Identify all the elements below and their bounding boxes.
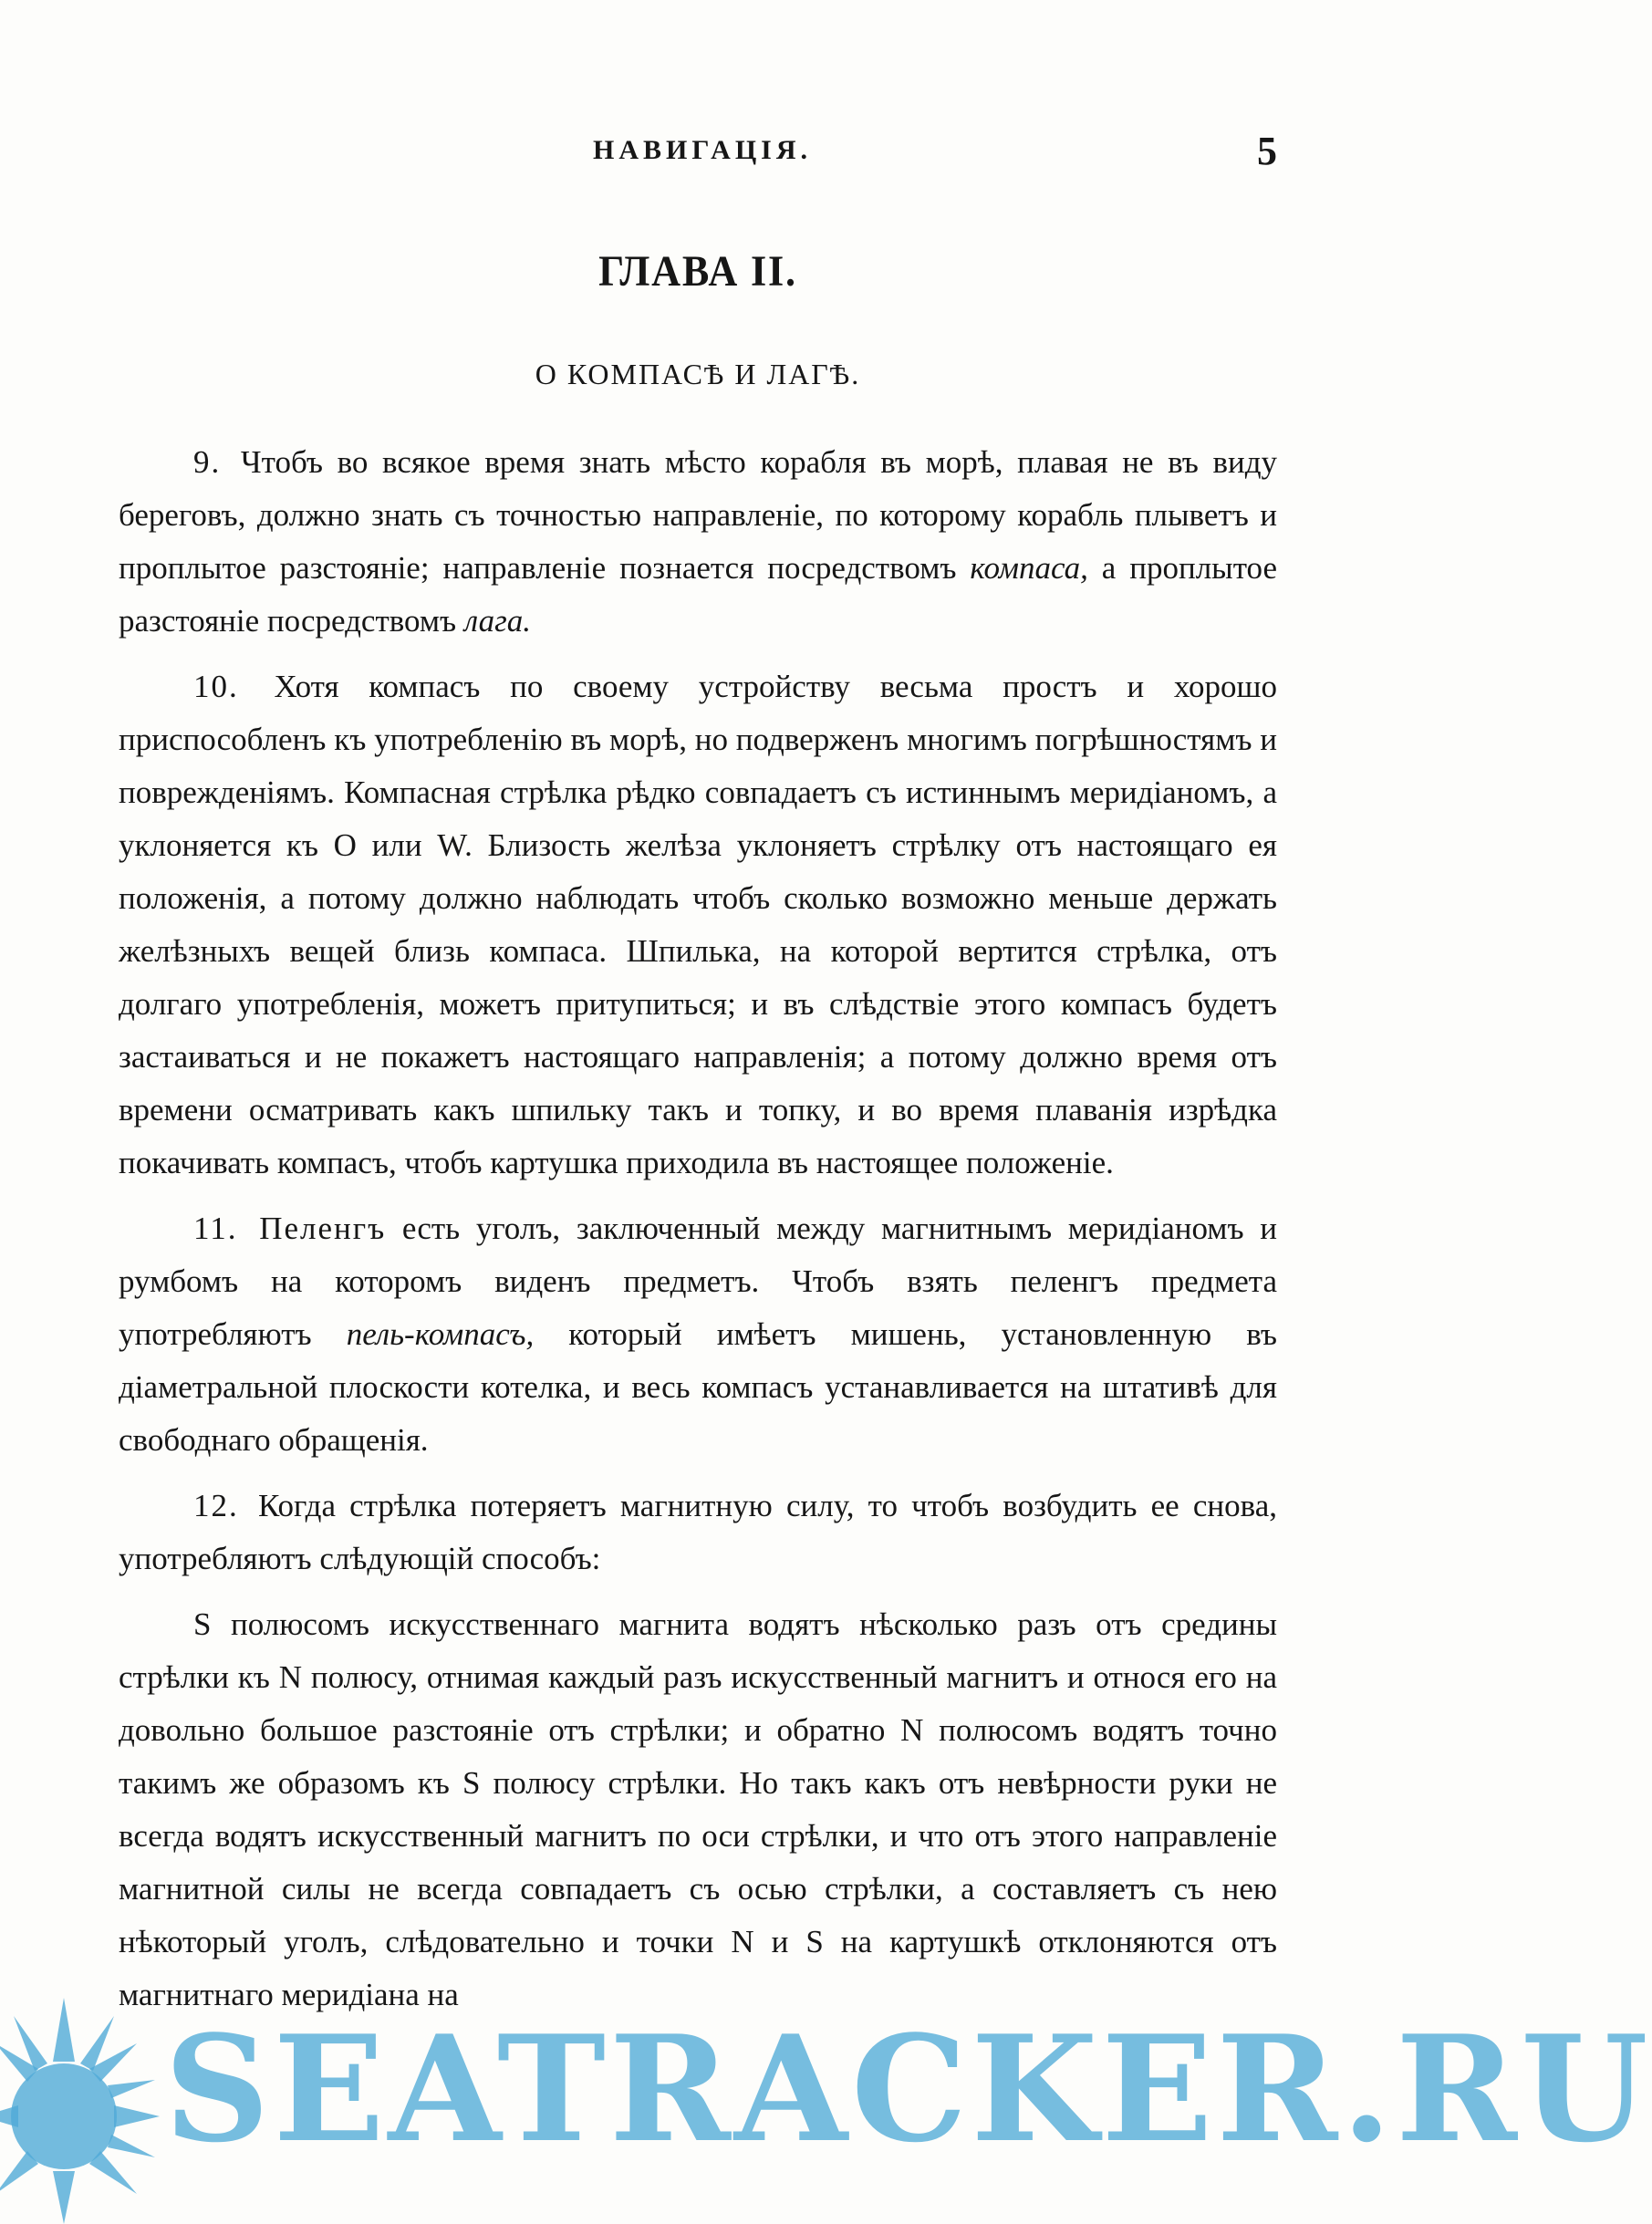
paragraph-number: 10. <box>193 669 239 704</box>
body-text <box>119 436 1277 2034</box>
paragraph-number: 11. <box>193 1211 238 1246</box>
spaced-term: Пеленгъ <box>259 1211 387 1246</box>
paragraph-text: Чтобъ во всякое время знать мѣсто корабля въ морѣ, плавая не въ виду береговъ, должно знать съ точностью направленіе, по которому корабль плыветъ и проплытое разстояніе; направленіе познается посредствомъ <box>119 444 1278 586</box>
paragraph-text: Хотя компасъ по своему устройству весьма простъ и хорошо приспособленъ къ употребленію въ морѣ, но подверженъ многимъ погрѣшностямъ и поврежденіямъ. Компасная стрѣлка рѣдко совпадаетъ съ истиннымъ меридіаномъ, а уклоняется къ O или W. Близость желѣза уклоняетъ стрѣлку отъ настоящаго ея положенія, а потому должно наблюдать чтобъ сколько возможно меньше держать желѣзныхъ вещей близь компаса. Шпилька, на которой вертится стрѣлка, отъ долгаго употребленія, можетъ притупиться; и въ слѣдствіе этого компасъ будетъ застаиваться и не покажетъ настоящаго направленія; а потому должно время отъ времени осматривать какъ шпильку такъ и топку, и во время плаванія изрѣдка покачивать компасъ, чтобъ картушка приходила въ настоящее положеніе. <box>119 669 1277 1180</box>
page-number: 5 <box>1257 129 1277 173</box>
paragraph-text: который имѣетъ мишень, установленную въ діаметральной плоскости котелка, и весь компасъ устанавливается на штативѣ для свободнаго обращенія. <box>119 1316 1277 1458</box>
running-title: НАВИГАЦІЯ. <box>593 135 813 165</box>
paragraph-number: 12. <box>193 1488 239 1523</box>
paragraph-10 <box>119 660 1277 1190</box>
italic-term: компаса, <box>970 550 1088 586</box>
paragraph-text: есть уголъ, заключенный между магнитнымъ меридіаномъ и румбомъ на которомъ виденъ предметъ. Чтобъ взять пеленгъ предмета употребляютъ <box>119 1211 1277 1352</box>
paragraph-11 <box>119 1202 1277 1467</box>
italic-term: лага. <box>463 603 531 639</box>
watermark-text: SEATRACKER.RU <box>164 2003 1652 2175</box>
paragraph-12 <box>119 1480 1277 1585</box>
running-head <box>119 128 1277 182</box>
book-page <box>119 0 1277 2224</box>
italic-term: пель-компасъ, <box>346 1316 535 1352</box>
paragraph-9 <box>119 436 1277 648</box>
paragraph-text: а проплытое разстояніе посредствомъ <box>119 550 1277 639</box>
paragraph-number: 9. <box>193 444 222 480</box>
chapter-subtitle: О КОМПАСѢ И ЛАГѢ. <box>535 358 861 390</box>
paragraph-text: S полюсомъ искусственнаго магнита водятъ нѣсколько разъ отъ средины стрѣлки къ N полюсу, отнимая каждый разъ искусственный магнитъ и относя его на довольно большое разстояніе отъ стрѣлки; и обратно N полюсомъ водятъ точно такимъ же образомъ къ S полюсу стрѣлки. Но такъ какъ отъ невѣрности руки не всегда водятъ искусственный магнитъ по оси стрѣлки, и что отъ этого направленіе магнитной силы не всегда совпадаетъ съ осью стрѣлки, а составляетъ съ нею нѣкоторый уголъ, слѣдовательно и точки N и S на картушкѣ отклоняются отъ магнитнаго меридіана на <box>119 1606 1277 2012</box>
chapter-title: ГЛАВА II. <box>598 247 797 296</box>
paragraph-12-continued <box>119 1598 1277 2021</box>
paragraph-text: Когда стрѣлка потеряетъ магнитную силу, то чтобъ возбудить ее снова, употребляютъ слѣдующій способъ: <box>119 1488 1278 1576</box>
